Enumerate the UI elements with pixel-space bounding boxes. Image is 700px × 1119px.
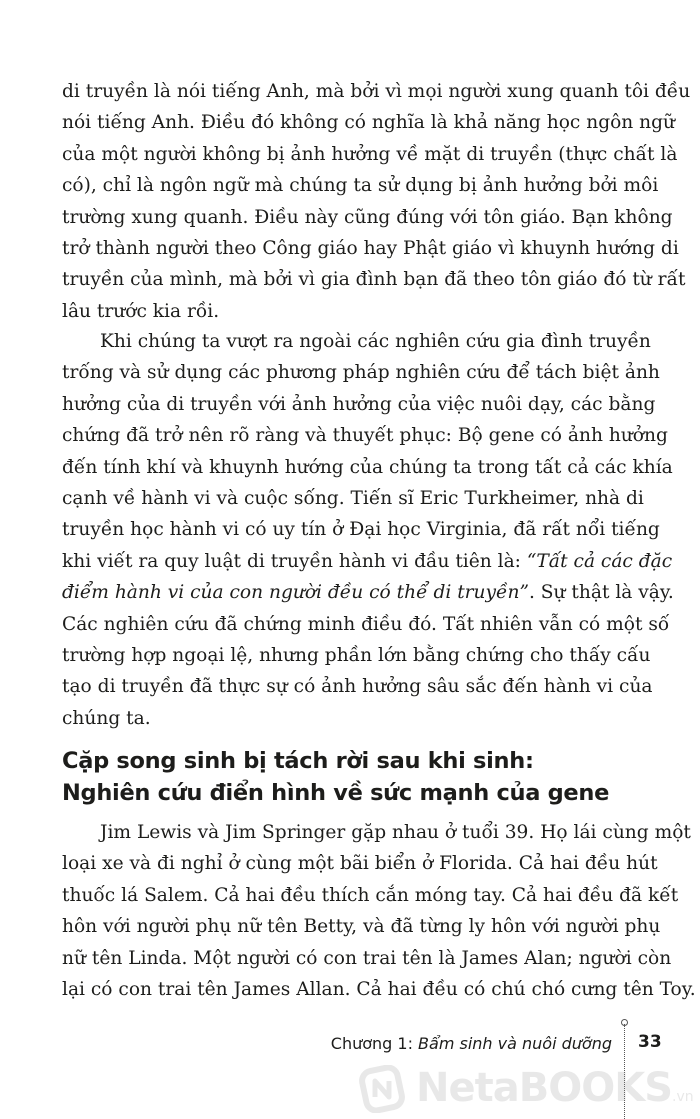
paragraph-text: . Sự thật là vậy.: [528, 582, 674, 604]
quote-text: điểm hành vi của con người đều có thể di truyền”: [62, 582, 529, 604]
quote-text: “Tất cả các đặc: [526, 550, 673, 572]
section-heading-line: Cặp song sinh bị tách rời sau khi sinh:: [62, 748, 534, 774]
section-heading: [62, 745, 652, 809]
paragraph-line: Các nghiên cứu đã chứng minh điều đó. Tất nhiên vẫn có một số: [62, 613, 670, 635]
paragraph-line: lâu trước kia rồi.: [62, 300, 220, 322]
watermark-suffix: .vn: [672, 1089, 694, 1105]
paragraph-line: truyền học hành vi có uy tín ở Đại học Virginia, đã rất nổi tiếng: [62, 519, 660, 541]
paragraph-line: hưởng của di truyền với ảnh hưởng của việc nuôi dạy, các bằng: [62, 393, 656, 415]
paragraph-line: nói tiếng Anh. Điều đó không có nghĩa là khả năng học ngôn ngữ: [62, 112, 676, 134]
paragraph-line: chứng đã trở nên rõ ràng và thuyết phục: Bộ gene có ảnh hưởng: [62, 425, 668, 447]
paragraph-line: nữ tên Linda. Một người có con trai tên là James Alan; người còn: [62, 947, 672, 969]
paragraph-line: Jim Lewis và Jim Springer gặp nhau ở tuổi 39. Họ lái cùng một: [100, 822, 691, 843]
paragraph-2: [62, 326, 674, 734]
section-heading-line: Nghiên cứu điển hình về sức mạnh của gene: [62, 780, 610, 806]
watermark-brand: NetaBOOKS: [416, 1065, 673, 1111]
chapter-title: Bẩm sinh và nuôi dưỡng: [418, 1034, 612, 1053]
neta-logo-icon: [358, 1065, 410, 1113]
paragraph-line: đến tính khí và khuynh hướng của chúng ta trong tất cả các khía: [62, 456, 673, 478]
paragraph-line: Khi chúng ta vượt ra ngoài các nghiên cứu gia đình truyền: [100, 331, 651, 352]
paragraph-line: trống và sử dụng các phương pháp nghiên cứu để tách biệt ảnh: [62, 362, 660, 384]
paragraph-line: tạo di truyền đã thực sự có ảnh hưởng sâu sắc đến hành vi của: [62, 676, 653, 698]
footer-divider: [624, 1024, 625, 1119]
paragraph-line: của một người không bị ảnh hưởng về mặt di truyền (thực chất là: [62, 143, 678, 165]
watermark: [352, 1063, 692, 1115]
paragraph-line: chúng ta.: [62, 707, 151, 729]
paragraph-line: lại có con trai tên James Allan. Cả hai đều có chú chó cưng tên Toy.: [62, 979, 696, 1001]
watermark-text: [416, 1065, 694, 1111]
page-number: 33: [638, 1032, 662, 1052]
paragraph-line: có), chỉ là ngôn ngữ mà chúng ta sử dụng bị ảnh hưởng bởi môi: [62, 175, 659, 197]
paragraph-line: thuốc lá Salem. Cả hai đều thích cắn móng tay. Cả hai đều đã kết: [62, 884, 679, 906]
chapter-label: Chương 1:: [330, 1034, 419, 1053]
paragraph-line: trường xung quanh. Điều này cũng đúng với tôn giáo. Bạn không: [62, 206, 673, 228]
paragraph-line: trường hợp ngoại lệ, nhưng phần lớn bằng chứng cho thấy cấu: [62, 645, 651, 667]
running-footer: [320, 1034, 612, 1053]
paragraph-line: hôn với người phụ nữ tên Betty, và đã từng ly hôn với người phụ: [62, 916, 661, 938]
paragraph-line: [62, 577, 674, 608]
paragraph-line: trở thành người theo Công giáo hay Phật giáo vì khuynh hướng di: [62, 238, 679, 260]
paragraph-line: di truyền là nói tiếng Anh, mà bởi vì mọi người xung quanh tôi đều: [62, 81, 691, 102]
paragraph-line: loại xe và đi nghỉ ở cùng một bãi biển ở Florida. Cả hai đều hút: [62, 853, 658, 875]
paragraph-3: [62, 817, 696, 1005]
paragraph-line: truyền của mình, mà bởi vì gia đình bạn đã theo tôn giáo đó từ rất: [62, 269, 686, 291]
paragraph-line: cạnh về hành vi và cuộc sống. Tiến sĩ Eric Turkheimer, nhà di: [62, 488, 644, 510]
paragraph-line: [62, 546, 673, 577]
paragraph-1: [62, 76, 691, 327]
paragraph-text: khi viết ra quy luật di truyền hành vi đầu tiên là:: [62, 550, 527, 572]
